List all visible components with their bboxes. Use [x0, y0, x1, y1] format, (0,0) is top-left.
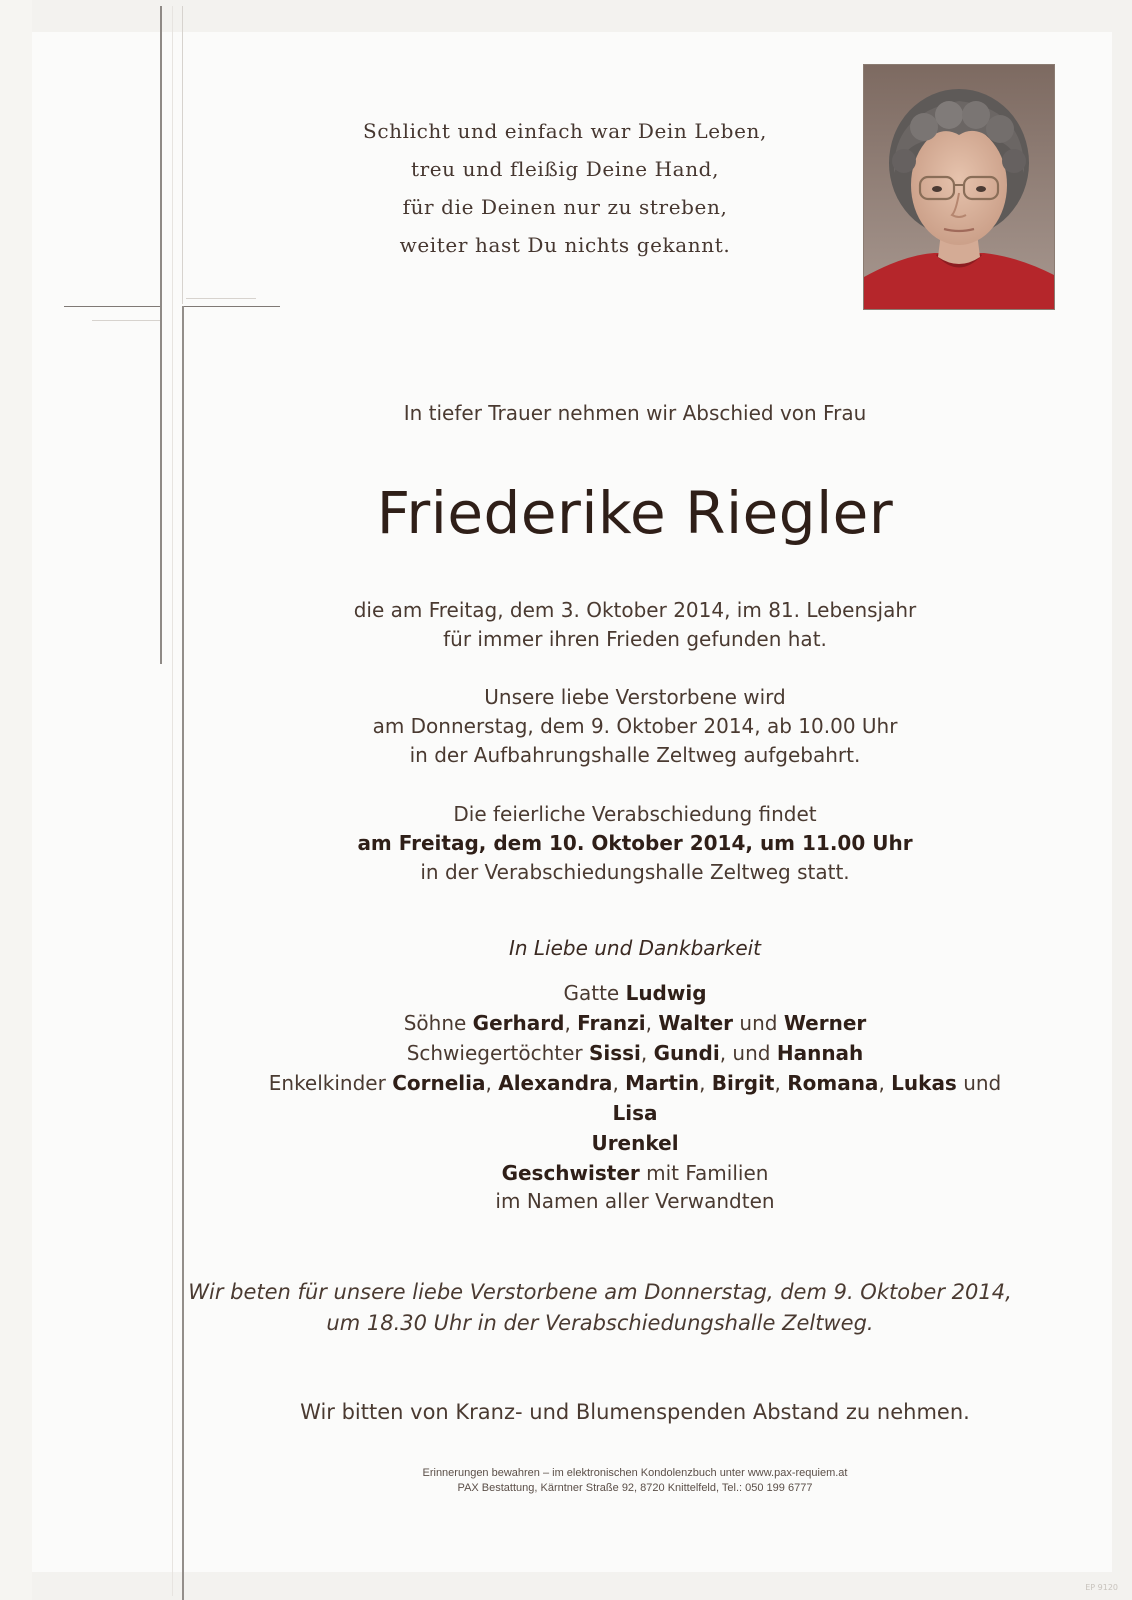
cross-arm-left	[64, 306, 160, 307]
family-grandchildren: Enkelkinder Cornelia, Alexandra, Martin, Birgit, Romana, Lukas und Lisa	[268, 1071, 1002, 1125]
son-name: Walter	[658, 1011, 734, 1035]
grandchildren-label: Enkelkinder	[268, 1071, 386, 1095]
dil-name: Gundi	[653, 1041, 720, 1065]
footer-address: PAX Bestattung, Kärntner Straße 92, 8720 Knittelfeld, Tel.: 050 199 6777	[457, 1482, 813, 1494]
cross-arm-left-shadow	[92, 320, 160, 321]
page-edge	[0, 0, 32, 1600]
siblings-label: Geschwister	[501, 1161, 640, 1185]
love-gratitude: In Liebe und Dankbarkeit	[508, 936, 762, 960]
poem-line: treu und fleißig Deine Hand,	[410, 157, 720, 181]
footer	[250, 1466, 1020, 1496]
sons-label: Söhne	[403, 1011, 467, 1035]
family-siblings	[250, 1158, 1020, 1188]
cross-vertical-faint	[172, 6, 173, 1596]
grandchild-name: Lukas	[891, 1071, 957, 1095]
cross-vertical-lower	[182, 306, 184, 1600]
farewell-line: in der Verabschiedungshalle Zeltweg statt.	[420, 860, 850, 884]
cross-vertical-shadow	[182, 6, 183, 304]
prayer-line: um 18.30 Uhr in der Verabschiedungshalle Zeltweg.	[326, 1311, 874, 1335]
intro-text: In tiefer Trauer nehmen wir Abschied von Frau	[403, 401, 867, 425]
laying-out-line: Unsere liebe Verstorbene wird	[484, 685, 786, 709]
conjunction: und	[739, 1011, 778, 1035]
daughters-in-law-label: Schwiegertöchter	[406, 1041, 583, 1065]
poem-line: weiter hast Du nichts gekannt.	[399, 233, 731, 257]
siblings-suffix: mit Familien	[646, 1161, 769, 1185]
poem-line: Schlicht und einfach war Dein Leben,	[363, 119, 767, 143]
great-grandchildren-label: Urenkel	[591, 1131, 679, 1155]
husband-name: Ludwig	[625, 981, 707, 1005]
donation-request: Wir bitten von Kranz- und Blumenspenden Abstand zu nehmen.	[300, 1400, 970, 1424]
grandchild-name: Alexandra	[498, 1071, 613, 1095]
prayer-notice	[150, 1277, 1050, 1339]
grandchild-name: Birgit	[711, 1071, 775, 1095]
dil-name: Hannah	[776, 1041, 864, 1065]
farewell-line: Die feierliche Verabschiedung findet	[453, 802, 817, 826]
relatives-note: im Namen aller Verwandten	[495, 1189, 775, 1213]
laying-out-line: am Donnerstag, dem 9. Oktober 2014, ab 10.00 Uhr	[372, 714, 898, 738]
conjunction: , und	[719, 1041, 771, 1065]
grandchild-name: Cornelia	[392, 1071, 486, 1095]
cross-arm-right	[184, 306, 280, 307]
family-husband	[250, 978, 1020, 1008]
family-sons: Söhne Gerhard, Franzi, Walter und Werner	[403, 1011, 867, 1035]
death-line: für immer ihren Frieden gefunden hat.	[443, 627, 827, 651]
prayer-line: Wir beten für unsere liebe Verstorbene am Donnerstag, dem 9. Oktober 2014,	[188, 1280, 1012, 1304]
corner-code: EP 9120	[1085, 1583, 1118, 1592]
conjunction: und	[963, 1071, 1002, 1095]
husband-label: Gatte	[563, 981, 620, 1005]
deceased-name: Friederike Riegler	[376, 479, 894, 547]
grandchild-name: Lisa	[612, 1101, 658, 1125]
death-line: die am Freitag, dem 3. Oktober 2014, im 81. Lebensjahr	[353, 598, 917, 622]
poem-line: für die Deinen nur zu streben,	[402, 195, 728, 219]
laying-out-line: in der Aufbahrungshalle Zeltweg aufgebahrt.	[409, 743, 861, 767]
family-great-grandchildren	[250, 1128, 1020, 1158]
laying-out-notice	[250, 683, 1020, 770]
dil-name: Sissi	[588, 1041, 641, 1065]
family-list	[250, 978, 1020, 1188]
son-name: Werner	[783, 1011, 867, 1035]
farewell-date: am Freitag, dem 10. Oktober 2014, um 11.00 Uhr	[357, 831, 913, 855]
farewell-notice	[250, 800, 1020, 887]
grandchild-name: Martin	[625, 1071, 700, 1095]
portrait-image	[864, 65, 1054, 309]
poem	[300, 112, 830, 264]
grandchild-name: Romana	[787, 1071, 879, 1095]
family-daughters-in-law: Schwiegertöchter Sissi, Gundi, und Hannah	[406, 1041, 864, 1065]
cross-vertical-upper	[160, 6, 162, 664]
son-name: Franzi	[577, 1011, 646, 1035]
footer-condolence-link[interactable]: Erinnerungen bewahren – im elektronischen Kondolenzbuch unter www.pax-requiem.at	[422, 1467, 848, 1479]
portrait-photo	[863, 64, 1055, 310]
death-notice	[250, 596, 1020, 654]
cross-arm-right-shadow	[186, 298, 256, 299]
son-name: Gerhard	[472, 1011, 565, 1035]
